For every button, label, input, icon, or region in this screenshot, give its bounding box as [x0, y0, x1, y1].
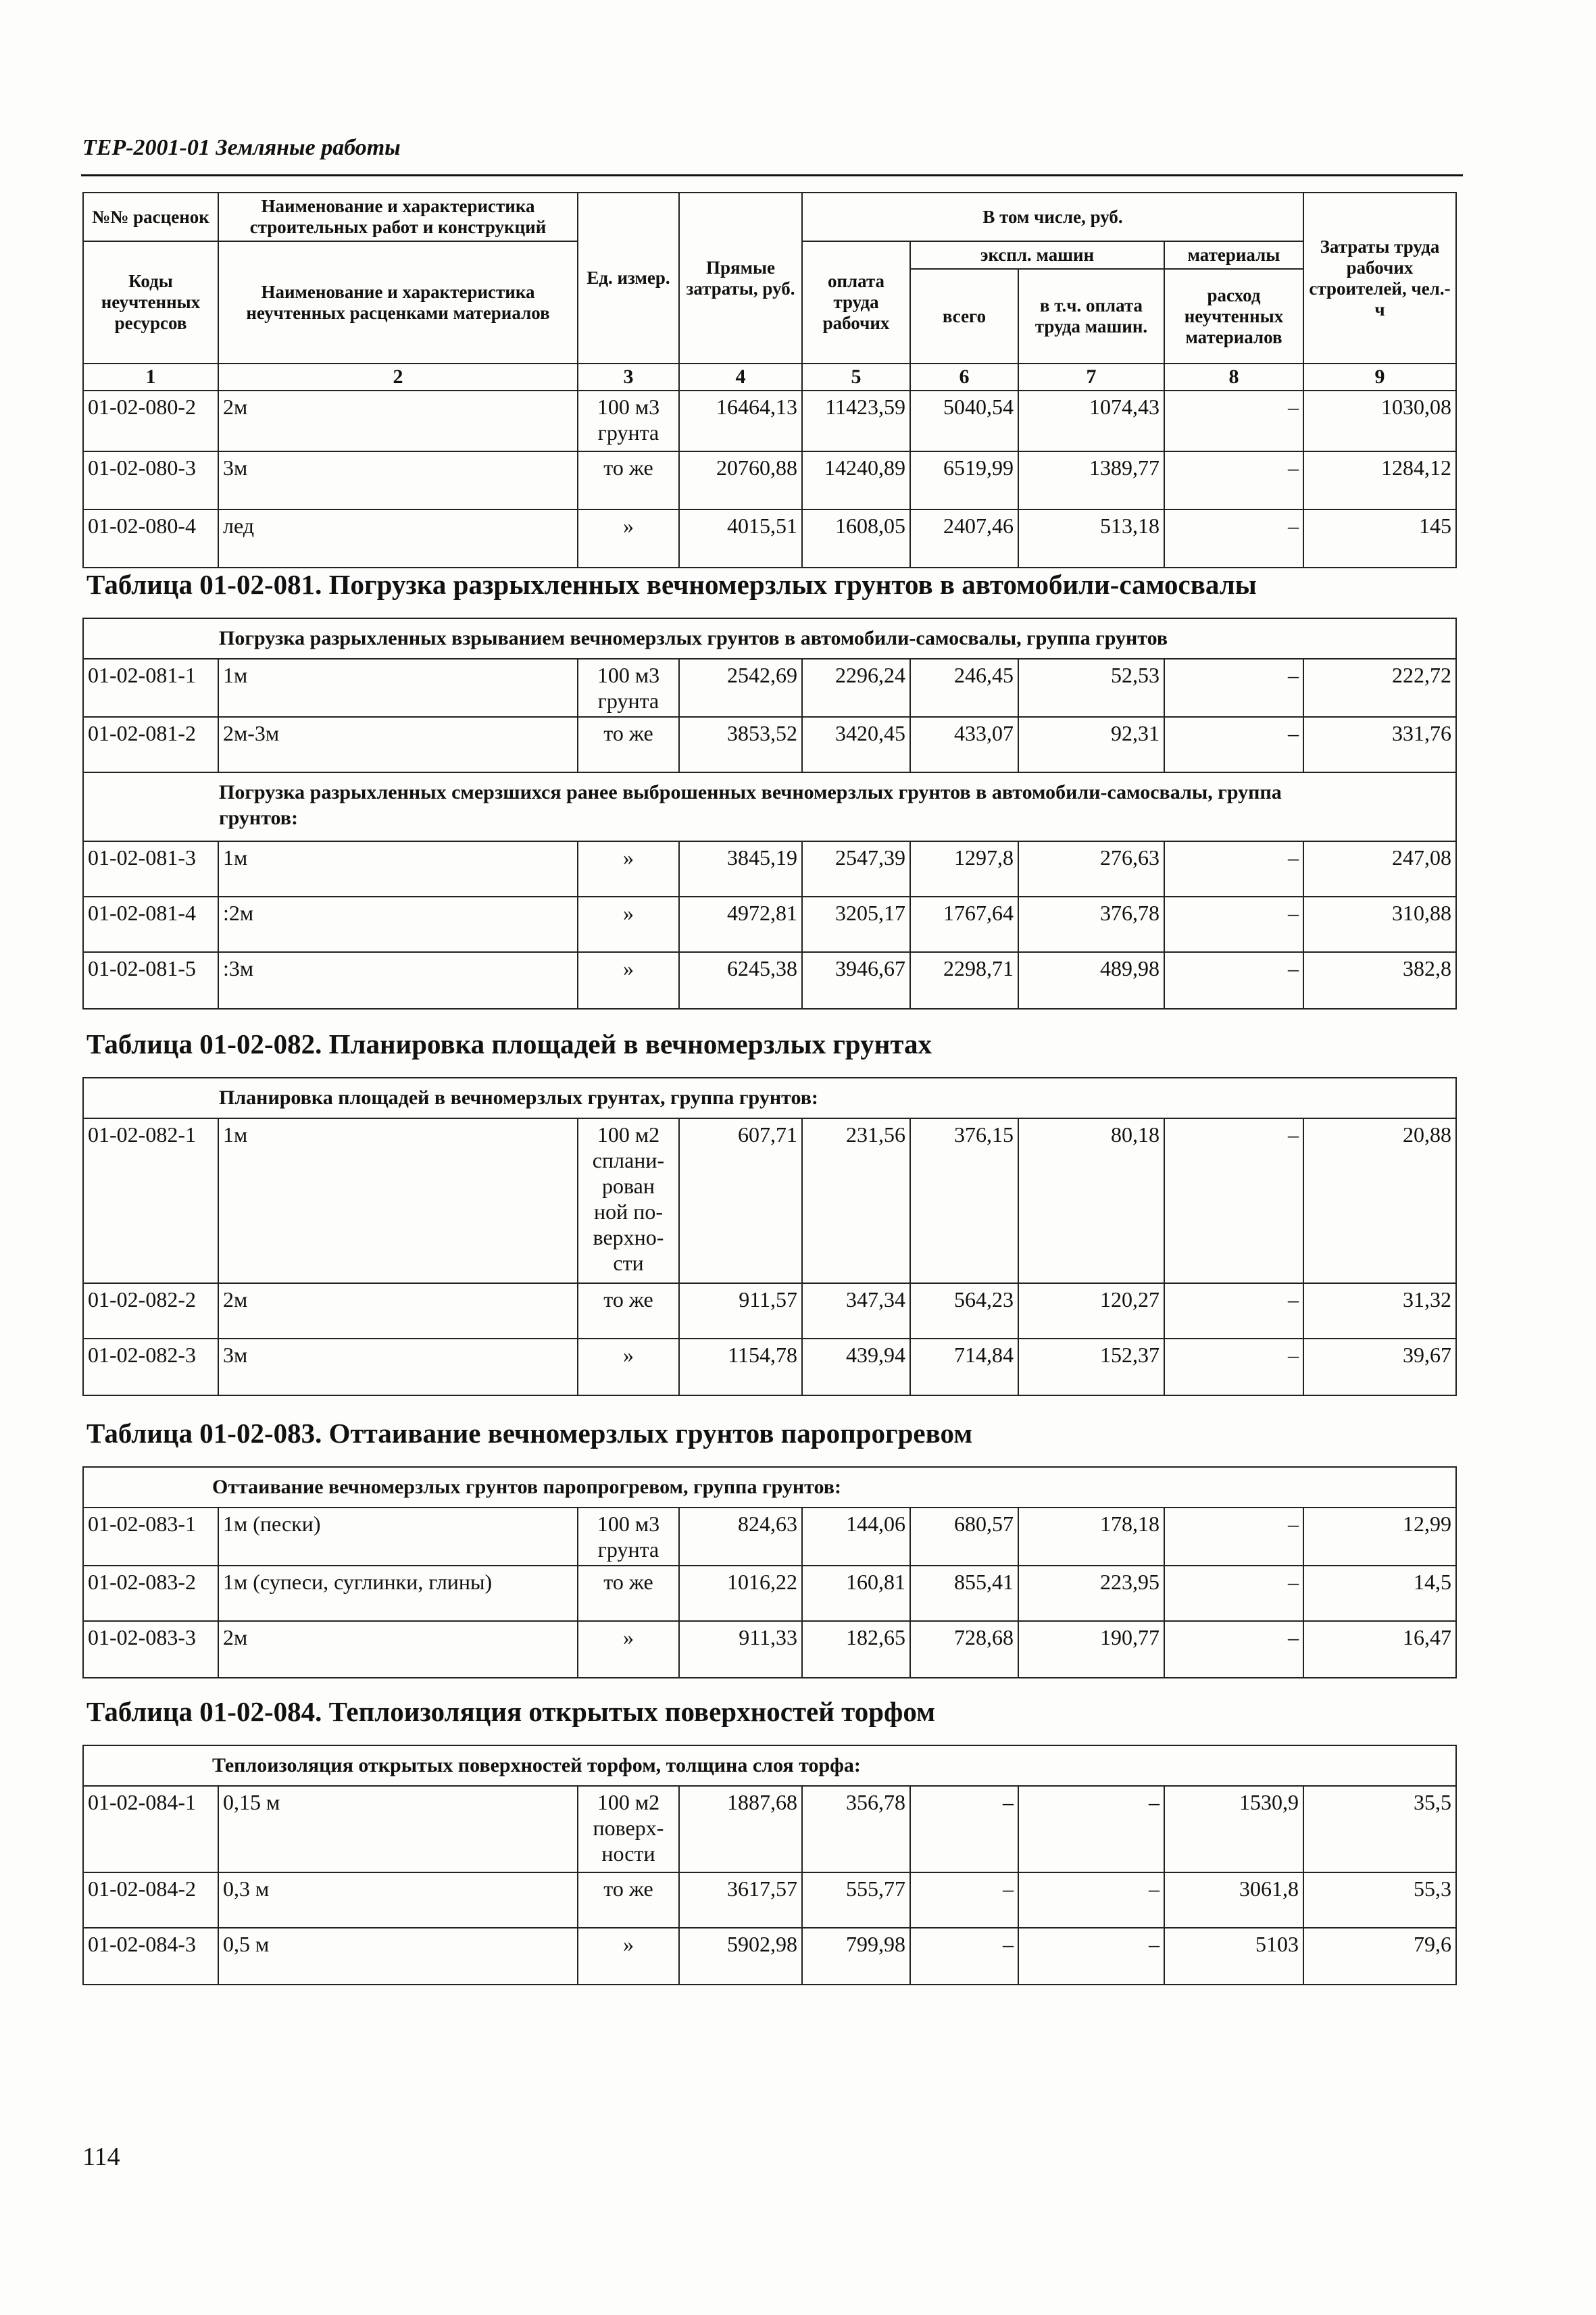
table-row	[83, 1118, 1456, 1283]
cell-direct-cost: 6245,38	[679, 952, 802, 1009]
table-row	[83, 1508, 1456, 1566]
cell-name: 0,15 м	[218, 1786, 578, 1872]
cell-machine-labor-cost: 513,18	[1018, 509, 1164, 568]
cell-machine-cost: 1297,8	[910, 841, 1018, 897]
column-number: 1	[83, 364, 218, 391]
cell-machine-labor-cost: 80,18	[1018, 1118, 1164, 1283]
cell-labor-cost: 3205,17	[802, 897, 910, 952]
cell-labor-hours: 331,76	[1303, 717, 1456, 772]
cell-unit: то же	[578, 1872, 679, 1928]
table-row	[83, 451, 1456, 509]
cell-direct-cost: 2542,69	[679, 659, 802, 717]
cell-name: 2м	[218, 1621, 578, 1678]
cell-name: 0,5 м	[218, 1928, 578, 1985]
cell-direct-cost: 1154,78	[679, 1339, 802, 1395]
cell-direct-cost: 824,63	[679, 1508, 802, 1566]
cell-direct-cost: 607,71	[679, 1118, 802, 1283]
cell-materials: 3061,8	[1164, 1872, 1303, 1928]
cell-machine-labor-cost: –	[1018, 1872, 1164, 1928]
header-code: №№ расценок	[83, 193, 218, 241]
cell-labor-hours: 310,88	[1303, 897, 1456, 952]
cell-name: 1м	[218, 1118, 578, 1283]
column-number: 6	[910, 364, 1018, 391]
table-row	[83, 391, 1456, 451]
cell-labor-cost: 1608,05	[802, 509, 910, 568]
cell-materials: –	[1164, 717, 1303, 772]
cell-machine-labor-cost: 178,18	[1018, 1508, 1164, 1566]
cell-unit: »	[578, 841, 679, 897]
cell-labor-hours: 39,67	[1303, 1339, 1456, 1395]
cell-unit: »	[578, 952, 679, 1009]
cell-materials: –	[1164, 841, 1303, 897]
table-080	[82, 192, 1457, 568]
cell-labor-hours: 247,08	[1303, 841, 1456, 897]
cell-machine-cost: 855,41	[910, 1566, 1018, 1621]
cell-name: 3м	[218, 1339, 578, 1395]
cell-unit: то же	[578, 1566, 679, 1621]
table-row	[83, 1872, 1456, 1928]
cell-code: 01-02-081-1	[83, 659, 218, 717]
header-direct: Прямые затраты, руб.	[679, 193, 802, 364]
cell-unit: 100 м3 грунта	[578, 1508, 679, 1566]
section-heading: Погрузка разрыхленных смерзшихся ранее выброшенных вечномерзлых грунтов в автомобили-самосвалы, группа грунтов:	[83, 772, 1456, 841]
table-row	[83, 1621, 1456, 1678]
cell-unit: то же	[578, 451, 679, 509]
cell-code: 01-02-081-3	[83, 841, 218, 897]
cell-code: 01-02-080-4	[83, 509, 218, 568]
cell-materials: –	[1164, 1621, 1303, 1678]
cell-materials: –	[1164, 1339, 1303, 1395]
column-number: 8	[1164, 364, 1303, 391]
cell-unit: 100 м3 грунта	[578, 391, 679, 451]
cell-labor-cost: 799,98	[802, 1928, 910, 1985]
table-row	[83, 659, 1456, 717]
section-heading: Оттаивание вечномерзлых грунтов паропрогревом, группа грунтов:	[83, 1467, 1456, 1508]
cell-labor-hours: 222,72	[1303, 659, 1456, 717]
column-number: 7	[1018, 364, 1164, 391]
cell-machine-labor-cost: –	[1018, 1786, 1164, 1872]
cell-labor-hours: 16,47	[1303, 1621, 1456, 1678]
cell-name: :2м	[218, 897, 578, 952]
cell-unit: »	[578, 509, 679, 568]
running-header: ТЕР-2001-01 Земляные работы	[82, 135, 401, 160]
column-numbers-row	[83, 364, 1456, 391]
cell-direct-cost: 3845,19	[679, 841, 802, 897]
column-number: 5	[802, 364, 910, 391]
table-row	[83, 717, 1456, 772]
cell-direct-cost: 1887,68	[679, 1786, 802, 1872]
header-name: Наименование и характеристика строительных работ и конструкций	[218, 193, 578, 241]
cell-machine-cost: 564,23	[910, 1283, 1018, 1339]
section-heading: Теплоизоляция открытых поверхностей торфом, толщина слоя торфа:	[83, 1745, 1456, 1786]
cell-labor-cost: 356,78	[802, 1786, 910, 1872]
cell-code: 01-02-080-2	[83, 391, 218, 451]
section-heading: Планировка площадей в вечномерзлых грунтах, группа грунтов:	[83, 1078, 1456, 1118]
cell-materials: –	[1164, 509, 1303, 568]
cell-labor-cost: 3420,45	[802, 717, 910, 772]
cell-machine-cost: 246,45	[910, 659, 1018, 717]
table-row	[83, 841, 1456, 897]
cell-machine-cost: 5040,54	[910, 391, 1018, 451]
cell-labor-hours: 14,5	[1303, 1566, 1456, 1621]
cell-materials: –	[1164, 897, 1303, 952]
table-row	[83, 1928, 1456, 1985]
table-title-082: Таблица 01-02-082. Планировка площадей в вечномерзлых грунтах	[86, 1028, 932, 1060]
cell-materials: –	[1164, 952, 1303, 1009]
cell-labor-cost: 182,65	[802, 1621, 910, 1678]
cell-materials: –	[1164, 451, 1303, 509]
table-083	[82, 1466, 1457, 1678]
cell-name: 2м-3м	[218, 717, 578, 772]
cell-name: 3м	[218, 451, 578, 509]
cell-direct-cost: 911,33	[679, 1621, 802, 1678]
cell-materials: 5103	[1164, 1928, 1303, 1985]
cell-labor-cost: 11423,59	[802, 391, 910, 451]
cell-machine-cost: –	[910, 1928, 1018, 1985]
cell-labor-hours: 55,3	[1303, 1872, 1456, 1928]
cell-machine-cost: –	[910, 1786, 1018, 1872]
cell-materials: –	[1164, 1283, 1303, 1339]
cell-machine-cost: 376,15	[910, 1118, 1018, 1283]
cell-machine-cost: 2407,46	[910, 509, 1018, 568]
cell-machine-labor-cost: 223,95	[1018, 1566, 1164, 1621]
table-084	[82, 1745, 1457, 1985]
cell-labor-hours: 382,8	[1303, 952, 1456, 1009]
table-row	[83, 1566, 1456, 1621]
header-labor: оплата труда рабочих	[802, 241, 910, 364]
cell-machine-cost: 728,68	[910, 1621, 1018, 1678]
header-machines: экспл. машин	[910, 241, 1164, 269]
header-materials-consumption: расход неучтенных материалов	[1164, 269, 1303, 364]
table-title-083: Таблица 01-02-083. Оттаивание вечномерзлых грунтов паропрогревом	[86, 1418, 973, 1449]
cell-machine-cost: 1767,64	[910, 897, 1018, 952]
cell-unit: »	[578, 1621, 679, 1678]
header-hours: Затраты труда рабочих строителей, чел.-ч	[1303, 193, 1456, 364]
table-row	[83, 1786, 1456, 1872]
cell-code: 01-02-084-3	[83, 1928, 218, 1985]
cell-direct-cost: 16464,13	[679, 391, 802, 451]
cell-direct-cost: 4015,51	[679, 509, 802, 568]
cell-materials: –	[1164, 1566, 1303, 1621]
cell-machine-labor-cost: 190,77	[1018, 1621, 1164, 1678]
table-row	[83, 509, 1456, 568]
cell-unit: »	[578, 897, 679, 952]
cell-labor-cost: 347,34	[802, 1283, 910, 1339]
cell-code: 01-02-082-2	[83, 1283, 218, 1339]
cell-labor-hours: 12,99	[1303, 1508, 1456, 1566]
cell-machine-labor-cost: –	[1018, 1928, 1164, 1985]
table-row	[83, 1283, 1456, 1339]
cell-code: 01-02-081-5	[83, 952, 218, 1009]
cell-labor-hours: 20,88	[1303, 1118, 1456, 1283]
cell-labor-hours: 31,32	[1303, 1283, 1456, 1339]
cell-code: 01-02-084-2	[83, 1872, 218, 1928]
cell-unit: 100 м3 грунта	[578, 659, 679, 717]
cell-unit: »	[578, 1339, 679, 1395]
cell-name: 0,3 м	[218, 1872, 578, 1928]
table-title-084: Таблица 01-02-084. Теплоизоляция открытых поверхностей торфом	[86, 1696, 936, 1727]
cell-labor-cost: 3946,67	[802, 952, 910, 1009]
cell-unit: 100 м2 сплани-рован ной по-верхно-сти	[578, 1118, 679, 1283]
cell-unit: то же	[578, 717, 679, 772]
cell-direct-cost: 911,57	[679, 1283, 802, 1339]
cell-machine-labor-cost: 276,63	[1018, 841, 1164, 897]
cell-machine-labor-cost: 1389,77	[1018, 451, 1164, 509]
cell-materials: –	[1164, 1118, 1303, 1283]
cell-labor-cost: 160,81	[802, 1566, 910, 1621]
cell-name: 2м	[218, 391, 578, 451]
cell-machine-cost: –	[910, 1872, 1018, 1928]
cell-machine-labor-cost: 92,31	[1018, 717, 1164, 772]
header-group: В том числе, руб.	[802, 193, 1303, 241]
cell-direct-cost: 3853,52	[679, 717, 802, 772]
cell-labor-cost: 2547,39	[802, 841, 910, 897]
cell-machine-cost: 714,84	[910, 1339, 1018, 1395]
cell-code: 01-02-083-3	[83, 1621, 218, 1678]
cell-name: 1м (супеси, суглинки, глины)	[218, 1566, 578, 1621]
cell-code: 01-02-082-1	[83, 1118, 218, 1283]
cell-labor-hours: 79,6	[1303, 1928, 1456, 1985]
cell-labor-hours: 1030,08	[1303, 391, 1456, 451]
cell-code: 01-02-081-4	[83, 897, 218, 952]
cell-materials: 1530,9	[1164, 1786, 1303, 1872]
table-row	[83, 897, 1456, 952]
cell-direct-cost: 4972,81	[679, 897, 802, 952]
column-number: 2	[218, 364, 578, 391]
cell-name: 1м (пески)	[218, 1508, 578, 1566]
cell-machine-labor-cost: 52,53	[1018, 659, 1164, 717]
header-rule	[81, 174, 1463, 176]
cell-code: 01-02-084-1	[83, 1786, 218, 1872]
cell-machine-cost: 6519,99	[910, 451, 1018, 509]
cell-machine-cost: 680,57	[910, 1508, 1018, 1566]
section-heading: Погрузка разрыхленных взрыванием вечномерзлых грунтов в автомобили-самосвалы, группа грунтов	[83, 618, 1456, 659]
table-row	[83, 952, 1456, 1009]
header-machines-total: всего	[910, 269, 1018, 364]
cell-labor-cost: 14240,89	[802, 451, 910, 509]
cell-direct-cost: 20760,88	[679, 451, 802, 509]
cell-machine-labor-cost: 120,27	[1018, 1283, 1164, 1339]
header-resource-codes: Коды неучтенных ресурсов	[83, 241, 218, 364]
cell-name: лед	[218, 509, 578, 568]
header-materials: материалы	[1164, 241, 1303, 269]
cell-materials: –	[1164, 391, 1303, 451]
cell-machine-labor-cost: 1074,43	[1018, 391, 1164, 451]
table-row	[83, 1339, 1456, 1395]
cell-labor-hours: 145	[1303, 509, 1456, 568]
column-number: 9	[1303, 364, 1456, 391]
cell-code: 01-02-082-3	[83, 1339, 218, 1395]
cell-unit: то же	[578, 1283, 679, 1339]
cell-unit: »	[578, 1928, 679, 1985]
column-number: 3	[578, 364, 679, 391]
page-number: 114	[82, 2143, 120, 2171]
cell-name: 2м	[218, 1283, 578, 1339]
column-number: 4	[679, 364, 802, 391]
cell-labor-cost: 144,06	[802, 1508, 910, 1566]
cell-labor-cost: 439,94	[802, 1339, 910, 1395]
cell-machine-labor-cost: 376,78	[1018, 897, 1164, 952]
cell-materials: –	[1164, 1508, 1303, 1566]
cell-direct-cost: 1016,22	[679, 1566, 802, 1621]
cell-machine-cost: 2298,71	[910, 952, 1018, 1009]
cell-machine-labor-cost: 152,37	[1018, 1339, 1164, 1395]
cell-code: 01-02-083-1	[83, 1508, 218, 1566]
header-unit: Ед. измер.	[578, 193, 679, 364]
cell-labor-hours: 1284,12	[1303, 451, 1456, 509]
cell-name: 1м	[218, 659, 578, 717]
cell-machine-labor-cost: 489,98	[1018, 952, 1164, 1009]
cell-code: 01-02-080-3	[83, 451, 218, 509]
cell-labor-cost: 231,56	[802, 1118, 910, 1283]
cell-direct-cost: 5902,98	[679, 1928, 802, 1985]
cell-name: :3м	[218, 952, 578, 1009]
cell-materials: –	[1164, 659, 1303, 717]
table-title-081: Таблица 01-02-081. Погрузка разрыхленных вечномерзлых грунтов в автомобили-самосвалы	[86, 569, 1257, 600]
cell-machine-cost: 433,07	[910, 717, 1018, 772]
cell-code: 01-02-083-2	[83, 1566, 218, 1621]
header-machines-labor: в т.ч. оплата труда машин.	[1018, 269, 1164, 364]
header-resource-names: Наименование и характеристика неучтенных расценками материалов	[218, 241, 578, 364]
cell-labor-cost: 555,77	[802, 1872, 910, 1928]
table-081	[82, 618, 1457, 1010]
cell-direct-cost: 3617,57	[679, 1872, 802, 1928]
cell-labor-cost: 2296,24	[802, 659, 910, 717]
cell-name: 1м	[218, 841, 578, 897]
cell-unit: 100 м2 поверх-ности	[578, 1786, 679, 1872]
cell-labor-hours: 35,5	[1303, 1786, 1456, 1872]
table-082	[82, 1077, 1457, 1396]
cell-code: 01-02-081-2	[83, 717, 218, 772]
